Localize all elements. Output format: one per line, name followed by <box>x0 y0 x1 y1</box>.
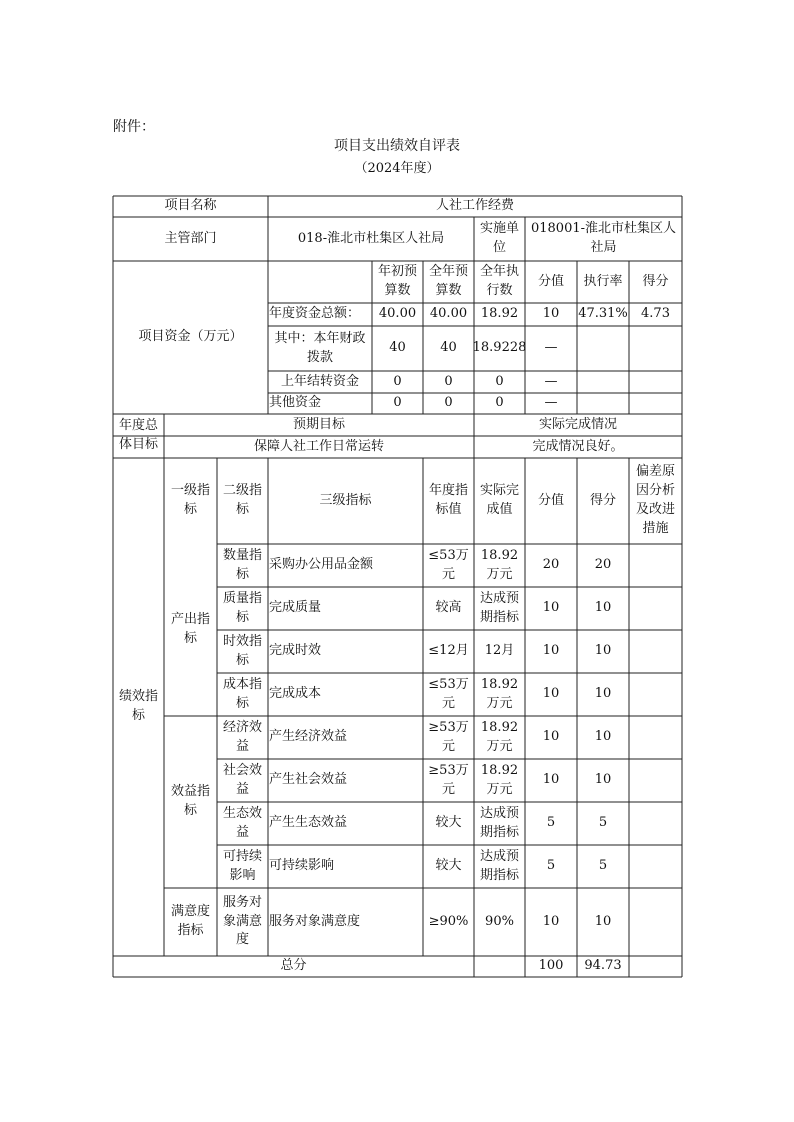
score-cell: 10 <box>594 729 612 745</box>
level3-cell: 产生社会效益 <box>269 772 348 788</box>
target-cell: ≥53万元 <box>428 719 469 754</box>
level2-cell: 时效指标 <box>222 633 262 668</box>
funds-row-rate: 47.31% <box>578 306 628 322</box>
goals-actual: 完成情况良好。 <box>532 438 624 454</box>
score-cell: 5 <box>598 858 608 874</box>
funds-row-label: 上年结转资金 <box>280 373 359 389</box>
total-label: 总分 <box>280 958 307 974</box>
target-cell: ≤53万元 <box>428 676 469 711</box>
actual-cell: 90% <box>485 913 514 929</box>
goals-actual-header: 实际完成情况 <box>538 416 617 432</box>
funds-row-weight: — <box>544 395 558 411</box>
level3-cell: 完成成本 <box>269 686 322 702</box>
level2-cell: 质量指标 <box>222 590 262 625</box>
score-cell: 20 <box>594 557 612 573</box>
funds-row-annual: 40 <box>440 340 457 356</box>
weight-cell: 10 <box>542 772 560 788</box>
weight-cell: 20 <box>542 557 560 573</box>
weight-cell: 5 <box>546 858 556 874</box>
level3-cell: 采购办公用品金额 <box>269 557 374 573</box>
score-cell: 10 <box>594 600 612 616</box>
actual-cell: 18.92万元 <box>480 676 519 711</box>
level3-cell: 服务对象满意度 <box>269 913 361 929</box>
indicators-label: 绩效指标 <box>118 689 158 723</box>
level1-benefit: 效益指标 <box>170 784 210 818</box>
page-year: （2024年度） <box>354 161 440 176</box>
target-cell: 较高 <box>435 600 462 616</box>
target-cell: 较大 <box>435 858 462 874</box>
funds-row-score: 4.73 <box>641 306 670 322</box>
funds-row-initial: 0 <box>393 373 402 389</box>
score-cell: 10 <box>594 686 612 702</box>
col-actual: 实际完成值 <box>479 483 519 517</box>
score-cell: 10 <box>594 643 612 659</box>
weight-cell: 10 <box>542 600 560 616</box>
actual-cell: 12月 <box>484 643 515 659</box>
funds-row-weight: 10 <box>542 306 560 322</box>
level3-cell: 产生经济效益 <box>269 729 348 745</box>
funds-col-rate: 执行率 <box>583 273 623 289</box>
col-level1: 一级指标 <box>170 483 210 517</box>
actual-cell: 18.92万元 <box>480 547 519 582</box>
target-cell: ≥90% <box>428 913 469 929</box>
target-cell: ≤53万元 <box>428 547 469 582</box>
level2-cell: 可持续影响 <box>222 848 262 883</box>
level2-cell: 数量指标 <box>222 547 262 582</box>
total-weight: 100 <box>538 958 564 974</box>
weight-cell: 10 <box>542 643 560 659</box>
unit-value: 018001-淮北市杜集区人社局 <box>530 221 677 255</box>
score-cell: 10 <box>594 772 612 788</box>
funds-row-executed: 18.9228 <box>472 340 527 356</box>
level3-cell: 可持续影响 <box>269 858 335 874</box>
score-cell: 10 <box>594 913 612 929</box>
funds-col-executed: 全年执行数 <box>479 264 519 298</box>
level2-cell: 社会效益 <box>222 762 262 797</box>
attachment-label: 附件： <box>113 119 155 135</box>
score-cell: 5 <box>598 815 608 831</box>
level2-cell: 经济效益 <box>222 719 262 754</box>
weight-cell: 10 <box>542 686 560 702</box>
funds-row-initial: 0 <box>393 395 402 411</box>
unit-label: 实施单位 <box>479 221 519 255</box>
funds-col-score: 得分 <box>642 273 669 289</box>
actual-cell: 18.92万元 <box>480 762 519 797</box>
funds-row-initial: 40 <box>389 340 406 356</box>
funds-row-executed: 0 <box>495 373 504 389</box>
funds-row-label: 其他资金 <box>269 395 322 411</box>
level2-cell: 服务对象满意度 <box>222 894 262 948</box>
col-score: 得分 <box>589 492 616 508</box>
page-title: 项目支出绩效自评表 <box>334 138 460 154</box>
col-level2: 二级指标 <box>222 483 262 517</box>
project-name-label: 项目名称 <box>164 198 217 214</box>
project-name-value: 人社工作经费 <box>435 198 514 214</box>
funds-col-weight: 分值 <box>537 273 564 289</box>
target-cell: ≤12月 <box>428 643 469 659</box>
goals-expected: 保障人社工作日常运转 <box>253 438 384 454</box>
funds-row-weight: — <box>544 373 558 389</box>
goals-expected-header: 预期目标 <box>292 416 345 432</box>
level2-cell: 生态效益 <box>222 805 262 840</box>
level1-output: 产出指标 <box>170 612 210 646</box>
funds-row-label: 年度资金总额： <box>269 306 361 322</box>
funds-col-initial: 年初预算数 <box>377 264 417 298</box>
funds-row-weight: — <box>544 340 558 356</box>
funds-col-annual: 全年预算数 <box>428 264 468 298</box>
level2-cell: 成本指标 <box>222 676 262 711</box>
col-target: 年度指标值 <box>428 483 468 517</box>
col-note: 偏差原因分析及改进措施 <box>635 464 675 536</box>
dept-label: 主管部门 <box>164 230 217 246</box>
funds-row-annual: 40.00 <box>429 306 468 322</box>
weight-cell: 5 <box>546 815 556 831</box>
weight-cell: 10 <box>542 913 560 929</box>
weight-cell: 10 <box>542 729 560 745</box>
col-weight: 分值 <box>537 492 564 508</box>
funds-row-initial: 40.00 <box>378 306 417 322</box>
col-level3: 三级指标 <box>319 492 372 508</box>
actual-cell: 达成预期指标 <box>479 590 519 625</box>
funds-row-annual: 0 <box>444 395 453 411</box>
funds-row-label: 其中：本年财政拨款 <box>274 330 366 365</box>
funds-row-executed: 18.92 <box>480 306 519 322</box>
funds-row-annual: 0 <box>444 373 453 389</box>
target-cell: 较大 <box>435 815 462 831</box>
actual-cell: 达成预期指标 <box>479 848 519 883</box>
target-cell: ≥53万元 <box>428 762 469 797</box>
funds-label: 项目资金（万元） <box>138 329 243 345</box>
dept-value: 018-淮北市杜集区人社局 <box>297 230 445 246</box>
level3-cell: 完成时效 <box>269 643 322 659</box>
goals-label: 年度总体目标 <box>118 418 158 452</box>
actual-cell: 达成预期指标 <box>479 805 519 840</box>
level3-cell: 完成质量 <box>269 600 322 616</box>
total-score: 94.73 <box>584 958 622 974</box>
funds-row-executed: 0 <box>495 395 504 411</box>
level1-satisfaction: 满意度指标 <box>170 904 210 938</box>
actual-cell: 18.92万元 <box>480 719 519 754</box>
level3-cell: 产生生态效益 <box>269 815 348 831</box>
